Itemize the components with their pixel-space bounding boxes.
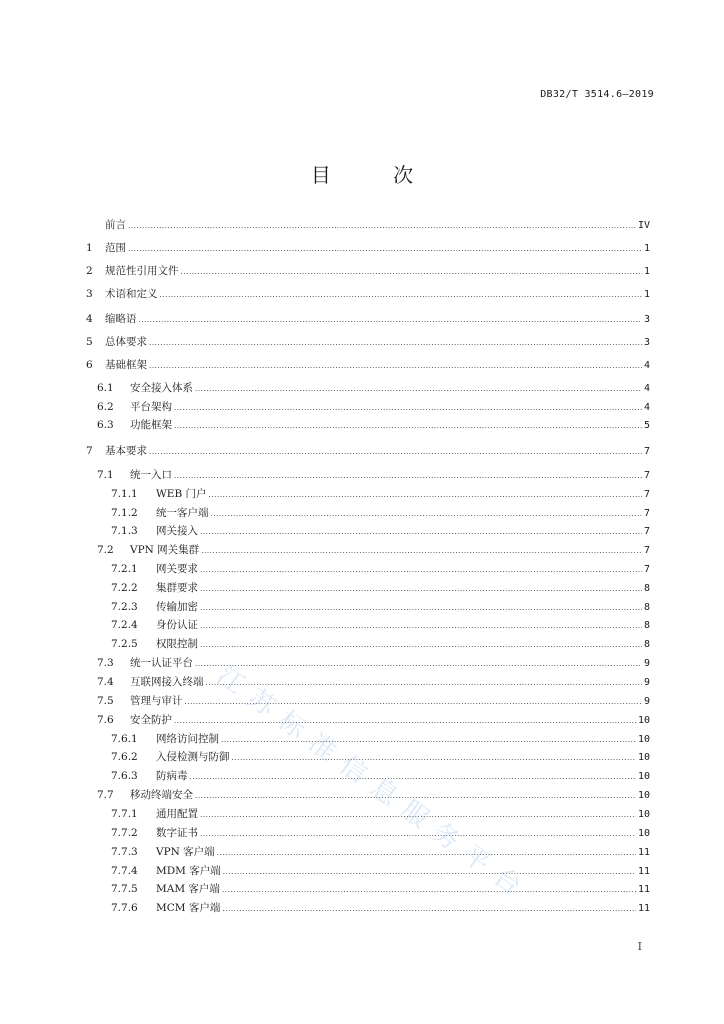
toc-entry-page: 1 — [643, 289, 650, 300]
toc-entry[interactable] — [86, 617, 650, 633]
toc-entry[interactable] — [86, 311, 650, 327]
toc-entry[interactable] — [86, 731, 650, 747]
toc-entry-number: 7.7 — [97, 789, 114, 801]
toc-entry-title: 平台架构 — [130, 401, 172, 413]
toc-entry-title: 基础框架 — [105, 359, 147, 371]
toc-entry[interactable] — [86, 357, 650, 373]
toc-entry-title: 统一客户端 — [156, 507, 209, 519]
toc-entry-number: 6.3 — [97, 419, 114, 431]
toc-entry-title: 规范性引用文件 — [105, 265, 179, 277]
toc-entry-page: 7 — [643, 545, 650, 556]
toc-entry-page: 7 — [643, 470, 650, 481]
toc-entry[interactable] — [86, 881, 650, 897]
toc-entry-page: 11 — [637, 903, 650, 914]
toc-entry-number: 7.6.2 — [111, 751, 138, 763]
toc-entry-page: 8 — [643, 602, 650, 613]
toc-entry-page: 7 — [643, 564, 650, 575]
toc-entry-page: 1 — [643, 266, 650, 277]
toc-entry[interactable] — [86, 693, 650, 709]
toc-entry-title: VPN 网关集群 — [130, 544, 200, 556]
toc-entry[interactable] — [86, 580, 650, 596]
toc-entry-number: 7.6.1 — [111, 733, 138, 745]
toc-leader-dots — [232, 750, 636, 766]
toc-leader-dots — [190, 769, 636, 785]
toc-entry-page: 10 — [637, 809, 650, 820]
toc-entry[interactable] — [86, 334, 650, 350]
watermark: 江苏标准信息服务平台 — [210, 660, 536, 909]
toc-leader-dots — [195, 656, 642, 672]
toc-entry-title: 权限控制 — [156, 638, 198, 650]
toc-entry[interactable] — [86, 844, 650, 860]
toc-entry-title: 安全防护 — [130, 714, 172, 726]
toc-entry-number: 7.7.3 — [111, 846, 138, 858]
toc-entry-title: 安全接入体系 — [130, 382, 193, 394]
toc-entry-page: 3 — [643, 314, 650, 325]
toc-entry-number: 4 — [86, 313, 93, 325]
toc-entry-number: 1 — [86, 242, 93, 254]
toc-entry-number: 7.7.1 — [111, 808, 138, 820]
toc-entry[interactable] — [86, 380, 650, 396]
toc-entry-number: 7.4 — [97, 676, 114, 688]
toc-leader-dots — [222, 901, 636, 917]
toc-entry[interactable] — [86, 286, 650, 302]
toc-leader-dots — [149, 335, 642, 351]
toc-leader-dots — [200, 637, 642, 653]
toc-entry-page: 1 — [643, 243, 650, 254]
toc-entry[interactable] — [86, 674, 650, 690]
toc-entry-number: 7.1.3 — [111, 525, 138, 537]
toc-entry-number: 7.1.2 — [111, 507, 138, 519]
document-code: DB32/T 3514.6—2019 — [540, 89, 654, 100]
toc-entry[interactable] — [86, 486, 650, 502]
toc-entry-page: 10 — [637, 734, 650, 745]
toc-entry-page: 10 — [637, 771, 650, 782]
toc-entry-number: 7.1 — [97, 469, 114, 481]
toc-leader-dots — [128, 241, 642, 257]
toc-leader-dots — [211, 506, 642, 522]
toc-leader-dots — [181, 264, 642, 280]
toc-entry-page: 5 — [643, 420, 650, 431]
toc-entry-page: 7 — [643, 446, 650, 457]
toc-entry[interactable] — [86, 467, 650, 483]
toc-entry-number: 7.3 — [97, 657, 114, 669]
toc-entry-page: 7 — [643, 508, 650, 519]
toc-entry-title: MCM 客户端 — [156, 902, 221, 914]
toc-entry[interactable] — [86, 655, 650, 671]
toc-entry-title: MAM 客户端 — [156, 883, 220, 895]
toc-entry-page: 10 — [637, 715, 650, 726]
toc-entry-number: 7.7.5 — [111, 883, 138, 895]
toc-entry-title: 前言 — [105, 219, 126, 231]
toc-entry[interactable] — [86, 599, 650, 615]
toc-entry[interactable] — [86, 263, 650, 279]
toc-entry-number: 5 — [86, 336, 93, 348]
page-title: 目 次 — [310, 163, 442, 187]
toc-leader-dots — [139, 312, 642, 328]
toc-entry-number: 7.2.2 — [111, 582, 138, 594]
toc-leader-dots — [128, 218, 636, 234]
toc-entry[interactable] — [86, 417, 650, 433]
toc-entry-page: 8 — [643, 639, 650, 650]
toc-entry-page: 9 — [643, 677, 650, 688]
toc-leader-dots — [222, 882, 636, 898]
toc-entry-page: 7 — [643, 489, 650, 500]
toc-entry-title: 网关接入 — [156, 525, 198, 537]
toc-leader-dots — [160, 287, 642, 303]
toc-entry-page: 8 — [643, 620, 650, 631]
toc-entry-number: 7.2 — [97, 544, 114, 556]
toc-entry-page: 11 — [637, 884, 650, 895]
toc-entry-number: 7.2.3 — [111, 601, 138, 613]
toc-entry-number: 7.2.1 — [111, 563, 138, 575]
toc-entry[interactable] — [86, 240, 650, 256]
toc-entry-title: WEB 门户 — [156, 488, 207, 500]
toc-entry-title: 数字证书 — [156, 827, 198, 839]
toc-entry[interactable] — [86, 806, 650, 822]
toc-entry-page: 4 — [643, 402, 650, 413]
toc-leader-dots — [200, 581, 642, 597]
toc-entry-number: 7.5 — [97, 695, 114, 707]
toc-entry-page: 10 — [637, 828, 650, 839]
toc-entry-title: 统一入口 — [130, 469, 172, 481]
toc-entry-page: IV — [637, 220, 650, 231]
toc-entry-page: 11 — [637, 847, 650, 858]
toc-leader-dots — [174, 468, 642, 484]
toc-entry-title: MDM 客户端 — [156, 865, 221, 877]
toc-entry[interactable] — [86, 825, 650, 841]
toc-entry-page: 11 — [637, 866, 650, 877]
toc-leader-dots — [223, 864, 636, 880]
toc-entry-number: 7.7.2 — [111, 827, 138, 839]
toc-leader-dots — [209, 487, 642, 503]
toc-entry-number: 6.2 — [97, 401, 114, 413]
toc-entry-page: 8 — [643, 583, 650, 594]
toc-entry-title: 身份认证 — [156, 619, 198, 631]
toc-entry-page: 9 — [643, 696, 650, 707]
toc-leader-dots — [174, 400, 642, 416]
toc-entry-title: VPN 客户端 — [156, 846, 215, 858]
toc-entry[interactable] — [86, 561, 650, 577]
toc-entry-title: 总体要求 — [105, 336, 147, 348]
toc-leader-dots — [200, 562, 642, 578]
toc-leader-dots — [149, 444, 642, 460]
toc-entry-title: 网络访问控制 — [156, 733, 219, 745]
toc-entry-page: 4 — [643, 360, 650, 371]
toc-leader-dots — [174, 418, 642, 434]
toc-entry[interactable] — [86, 399, 650, 415]
toc-leader-dots — [195, 381, 642, 397]
toc-entry[interactable] — [86, 636, 650, 652]
toc-entry-number: 7.7.4 — [111, 865, 138, 877]
toc-entry-page: 10 — [637, 752, 650, 763]
toc-entry-number: 7.6 — [97, 714, 114, 726]
toc-entry-number: 7.2.4 — [111, 619, 138, 631]
toc-entry-page: 9 — [643, 658, 650, 669]
toc-entry-title: 移动终端安全 — [130, 789, 193, 801]
toc-entry-number: 6.1 — [97, 382, 114, 394]
toc-entry-title: 防病毒 — [156, 770, 188, 782]
toc-entry-title: 管理与审计 — [130, 695, 183, 707]
toc-entry-title: 通用配置 — [156, 808, 198, 820]
toc-entry-title: 网关要求 — [156, 563, 198, 575]
toc-entry-title: 功能框架 — [130, 419, 172, 431]
toc-entry-title: 集群要求 — [156, 582, 198, 594]
toc-entry-title: 缩略语 — [105, 313, 137, 325]
toc-entry-number: 7.1.1 — [111, 488, 138, 500]
toc-entry-number: 7.7.6 — [111, 902, 138, 914]
toc-entry-page: 7 — [643, 526, 650, 537]
toc-entry[interactable] — [86, 900, 650, 916]
toc-entry-number: 2 — [86, 265, 93, 277]
toc-entry[interactable] — [86, 542, 650, 558]
toc-entry-number: 7.6.3 — [111, 770, 138, 782]
toc-entry-page: 3 — [643, 337, 650, 348]
toc-entry-title: 传输加密 — [156, 601, 198, 613]
toc-leader-dots — [200, 600, 642, 616]
toc-entry[interactable] — [86, 443, 650, 459]
toc-leader-dots — [201, 543, 642, 559]
toc-leader-dots — [217, 845, 636, 861]
toc-entry[interactable] — [86, 505, 650, 521]
toc-entry-title: 范围 — [105, 242, 126, 254]
toc-entry[interactable] — [86, 217, 650, 233]
toc-entry-number: 7.2.5 — [111, 638, 138, 650]
page-number: I — [637, 940, 642, 953]
toc-entry-page: 10 — [637, 790, 650, 801]
toc-entry-number: 3 — [86, 288, 93, 300]
toc-leader-dots — [149, 358, 642, 374]
toc-leader-dots — [200, 524, 642, 540]
toc-leader-dots — [174, 713, 636, 729]
toc-entry-title: 统一认证平台 — [130, 657, 193, 669]
toc-leader-dots — [200, 618, 642, 634]
toc-entry-title: 互联网接入终端 — [130, 676, 204, 688]
toc-entry-number: 6 — [86, 359, 93, 371]
toc-entry-page: 4 — [643, 383, 650, 394]
toc-entry-title: 术语和定义 — [105, 288, 158, 300]
toc-entry-title: 入侵检测与防御 — [156, 751, 230, 763]
toc-entry[interactable] — [86, 712, 650, 728]
toc-entry-number: 7 — [86, 445, 93, 457]
toc-entry[interactable] — [86, 523, 650, 539]
toc-entry-title: 基本要求 — [105, 445, 147, 457]
toc-entry[interactable] — [86, 863, 650, 879]
